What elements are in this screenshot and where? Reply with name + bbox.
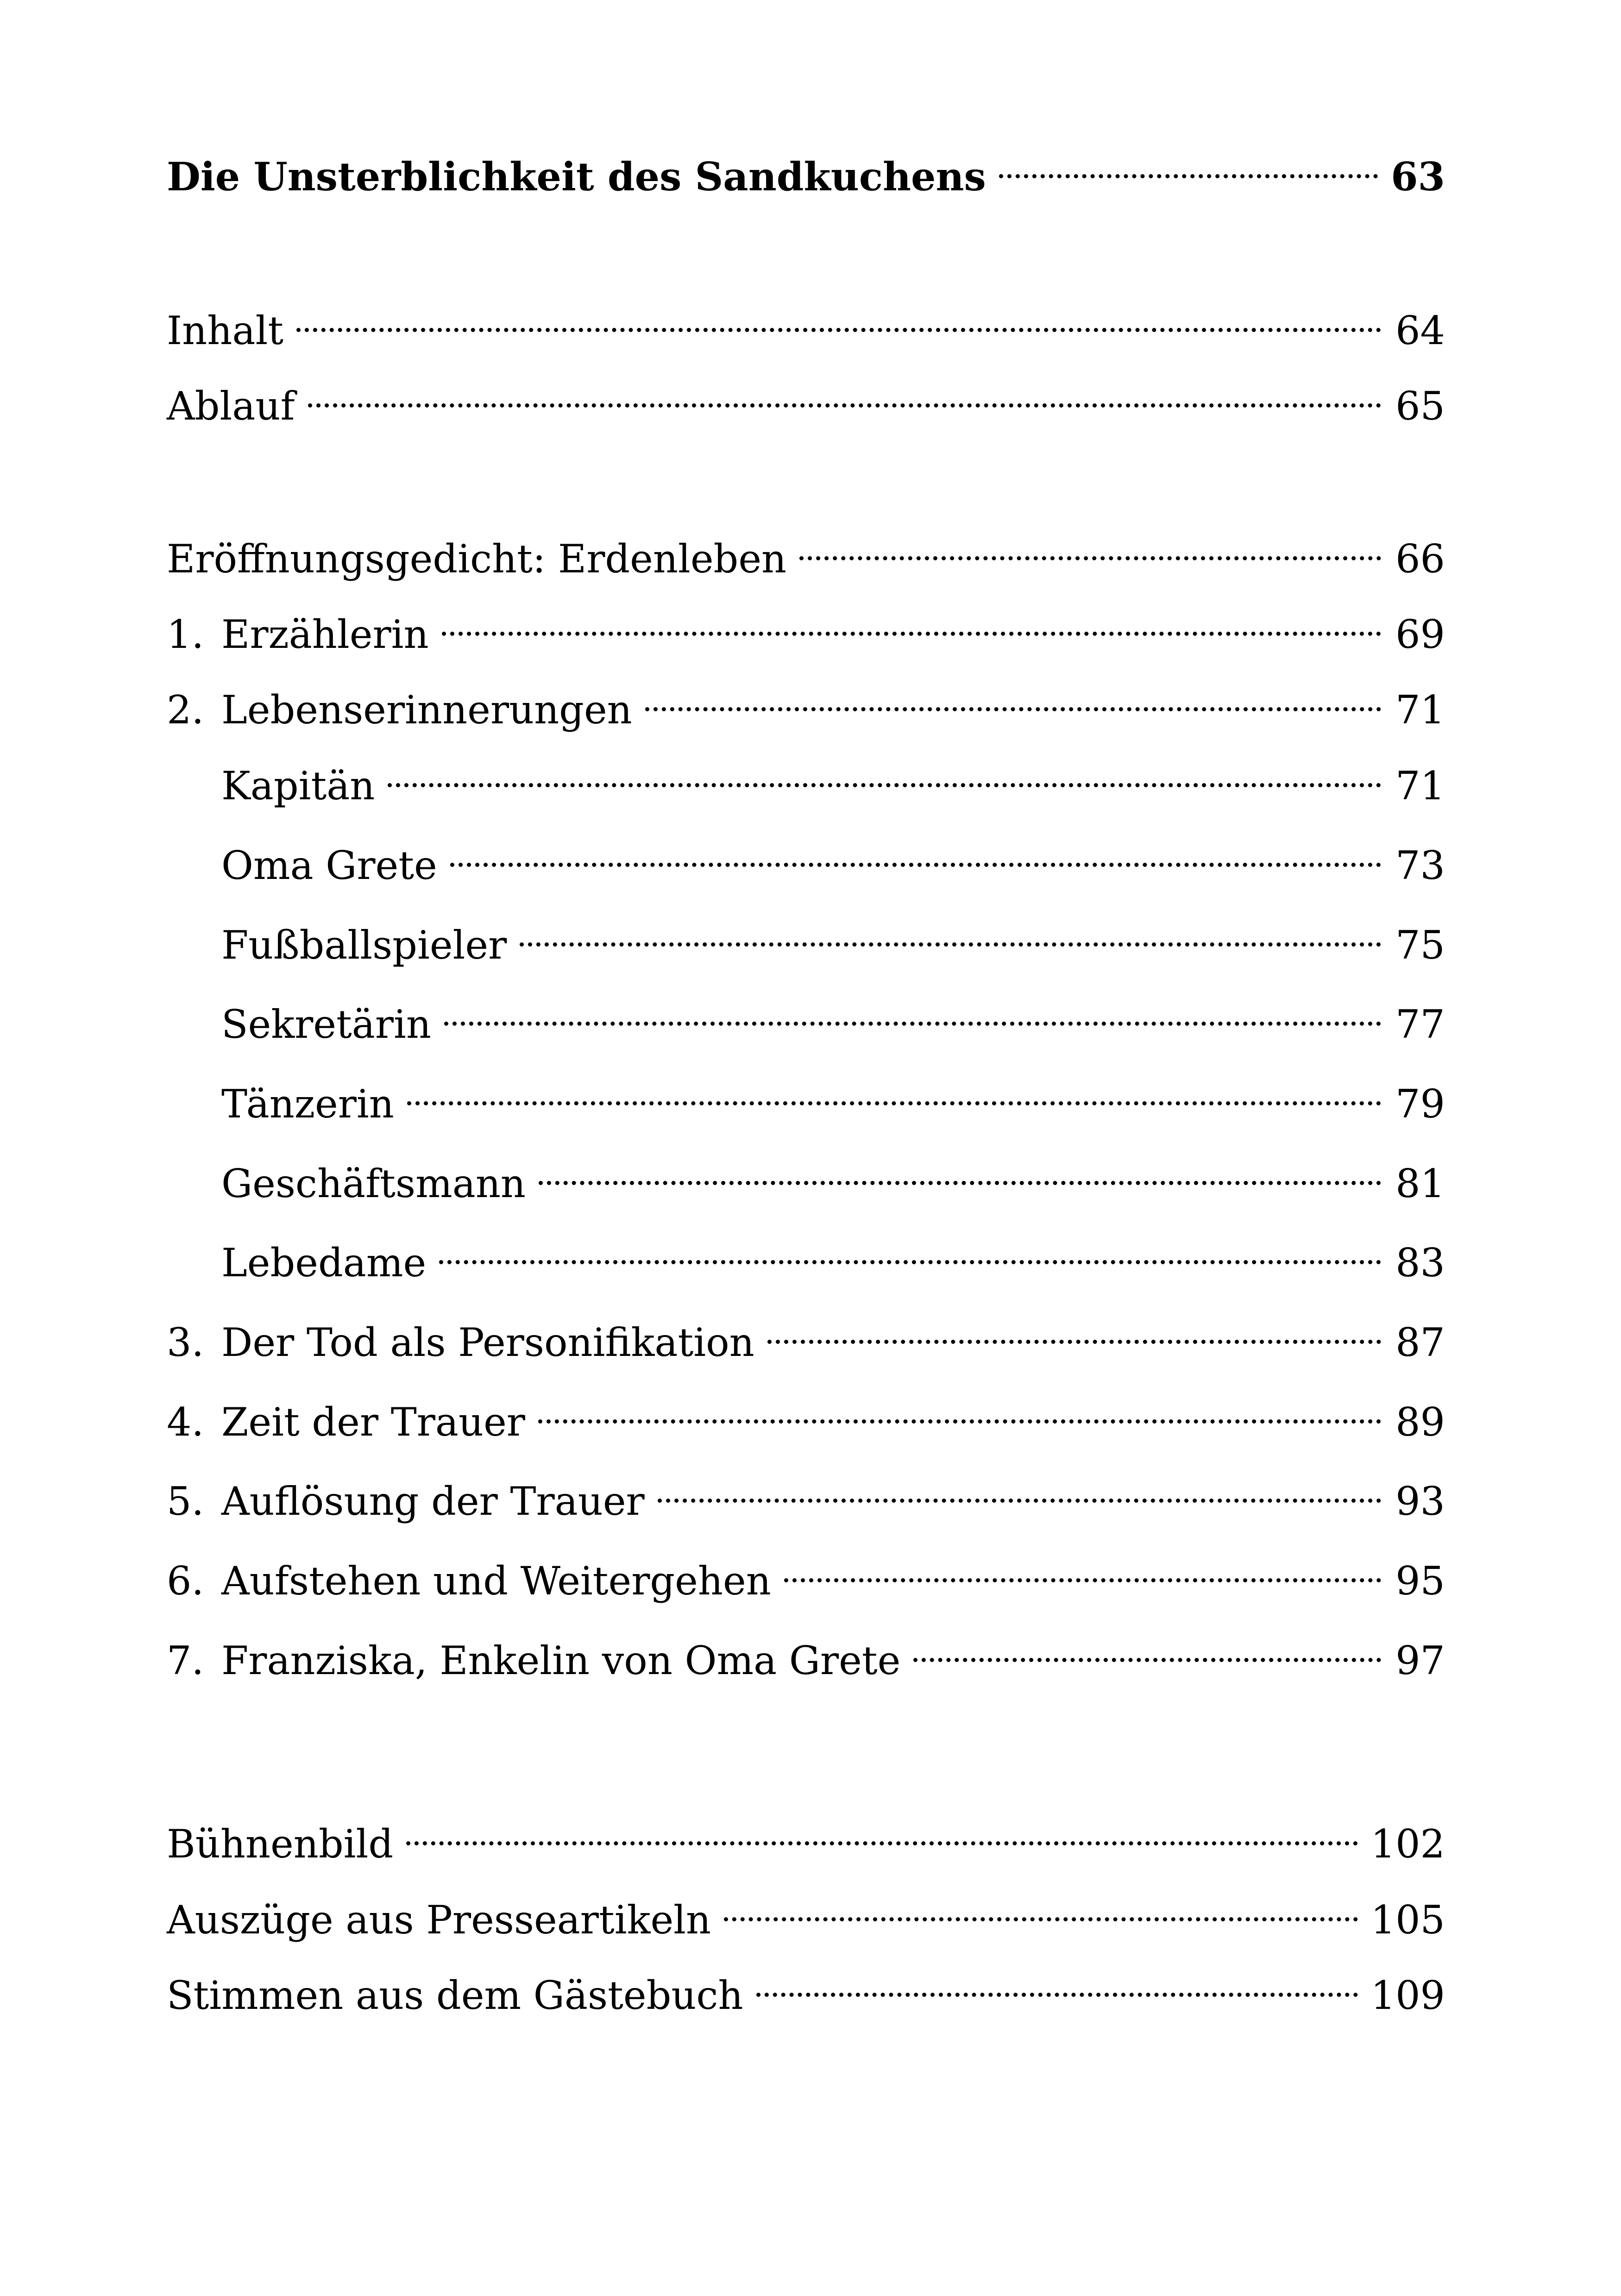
toc-entry-3[interactable] — [167, 1300, 1445, 1365]
page-number: 89 — [1395, 1399, 1445, 1445]
entry-number: 4. — [167, 1399, 204, 1445]
page-number: 105 — [1370, 1897, 1445, 1943]
page-number: 66 — [1395, 536, 1445, 582]
dot-leader — [767, 1300, 1381, 1356]
toc-entry-2[interactable] — [167, 668, 1445, 733]
page-number: 77 — [1395, 1002, 1445, 1047]
page-number: 63 — [1391, 154, 1445, 200]
dot-leader — [407, 1062, 1381, 1117]
entry-title: Aufstehen und Weitergehen — [221, 1558, 771, 1604]
dot-leader — [388, 744, 1381, 799]
page-number: 95 — [1395, 1558, 1445, 1604]
page-number: 87 — [1395, 1320, 1445, 1365]
entry-title: Ablauf — [167, 383, 295, 429]
toc-subentry-taenzerin[interactable] — [167, 1062, 1445, 1127]
page-number: 79 — [1395, 1081, 1445, 1127]
toc-subentry-sekretaerin[interactable] — [167, 982, 1445, 1047]
dot-leader — [439, 1221, 1381, 1276]
page-number: 73 — [1395, 843, 1445, 888]
dot-leader — [645, 668, 1381, 723]
dot-leader — [442, 592, 1381, 648]
entry-title: Inhalt — [167, 308, 284, 353]
toc-entry-1[interactable] — [167, 592, 1445, 657]
entry-title: Lebenserinnerungen — [221, 687, 632, 733]
page-number: 83 — [1395, 1240, 1445, 1286]
page-number: 75 — [1395, 922, 1445, 968]
entry-number: 1. — [167, 612, 204, 657]
entry-number: 7. — [167, 1638, 204, 1683]
toc-subentry-geschaeftsmann[interactable] — [167, 1142, 1445, 1206]
toc-entry-eroeffnungsgedicht[interactable] — [167, 517, 1445, 582]
entry-title: Franziska, Enkelin von Oma Grete — [221, 1638, 901, 1683]
entry-title: Stimmen aus dem Gästebuch — [167, 1973, 743, 2018]
page-number: 65 — [1395, 383, 1445, 429]
toc-title-entry[interactable] — [167, 135, 1445, 200]
page-number: 81 — [1395, 1161, 1445, 1206]
toc-entry-buehnenbild[interactable] — [167, 1802, 1445, 1867]
page-number: 109 — [1370, 1973, 1445, 2018]
entry-title: Eröffnungsgedicht: Erdenleben — [167, 536, 787, 582]
dot-leader — [539, 1142, 1381, 1197]
entry-title: Kapitän — [221, 763, 375, 809]
page-number: 93 — [1395, 1479, 1445, 1524]
dot-leader — [520, 903, 1381, 959]
entry-title: Erzählerin — [221, 612, 429, 657]
toc-subentry-fussballspieler[interactable] — [167, 903, 1445, 968]
entry-title: Auflösung der Trauer — [221, 1479, 645, 1524]
dot-leader — [450, 823, 1381, 879]
toc-entry-inhalt[interactable] — [167, 289, 1445, 353]
page-number: 69 — [1395, 612, 1445, 657]
toc-subentry-lebedame[interactable] — [167, 1221, 1445, 1286]
dot-leader — [444, 982, 1381, 1038]
toc-subentry-oma-grete[interactable] — [167, 823, 1445, 888]
dot-leader — [538, 1380, 1381, 1436]
entry-number: 6. — [167, 1558, 204, 1604]
page-number: 102 — [1370, 1821, 1445, 1867]
dot-leader — [296, 289, 1381, 344]
toc-entry-presseartikel[interactable] — [167, 1878, 1445, 1943]
entry-title: Geschäftsmann — [221, 1161, 526, 1206]
entry-title: Sekretärin — [221, 1002, 431, 1047]
page-number: 71 — [1395, 763, 1445, 809]
entry-title: Zeit der Trauer — [221, 1399, 525, 1445]
entry-number: 3. — [167, 1320, 204, 1365]
toc-entry-5[interactable] — [167, 1459, 1445, 1524]
dot-leader — [406, 1802, 1358, 1857]
toc-title: Die Unsterblichkeit des Sandkuchens — [167, 154, 986, 200]
toc-entry-ablauf[interactable] — [167, 364, 1445, 429]
entry-title: Der Tod als Personifikation — [221, 1320, 754, 1365]
toc-entry-7[interactable] — [167, 1618, 1445, 1683]
entry-title: Auszüge aus Presseartikeln — [167, 1897, 711, 1943]
entry-title: Tänzerin — [221, 1081, 394, 1127]
entry-title: Oma Grete — [221, 843, 437, 888]
entry-title: Bühnenbild — [167, 1821, 394, 1867]
page-number: 64 — [1395, 308, 1445, 353]
dot-leader — [756, 1953, 1358, 2009]
dot-leader — [308, 364, 1381, 420]
entry-title: Fußballspieler — [221, 922, 507, 968]
dot-leader — [799, 517, 1381, 572]
dot-leader — [784, 1539, 1381, 1594]
page-number: 71 — [1395, 687, 1445, 733]
entry-number: 5. — [167, 1479, 204, 1524]
entry-title: Lebedame — [221, 1240, 427, 1286]
toc-entry-4[interactable] — [167, 1380, 1445, 1445]
dot-leader — [913, 1618, 1381, 1674]
toc-subentry-kapitaen[interactable] — [167, 744, 1445, 809]
toc-entry-6[interactable] — [167, 1539, 1445, 1604]
entry-number: 2. — [167, 687, 204, 733]
page-number: 97 — [1395, 1638, 1445, 1683]
dot-leader — [999, 135, 1378, 190]
toc-entry-gaestebuch[interactable] — [167, 1953, 1445, 2018]
dot-leader — [658, 1459, 1381, 1515]
dot-leader — [724, 1878, 1358, 1933]
